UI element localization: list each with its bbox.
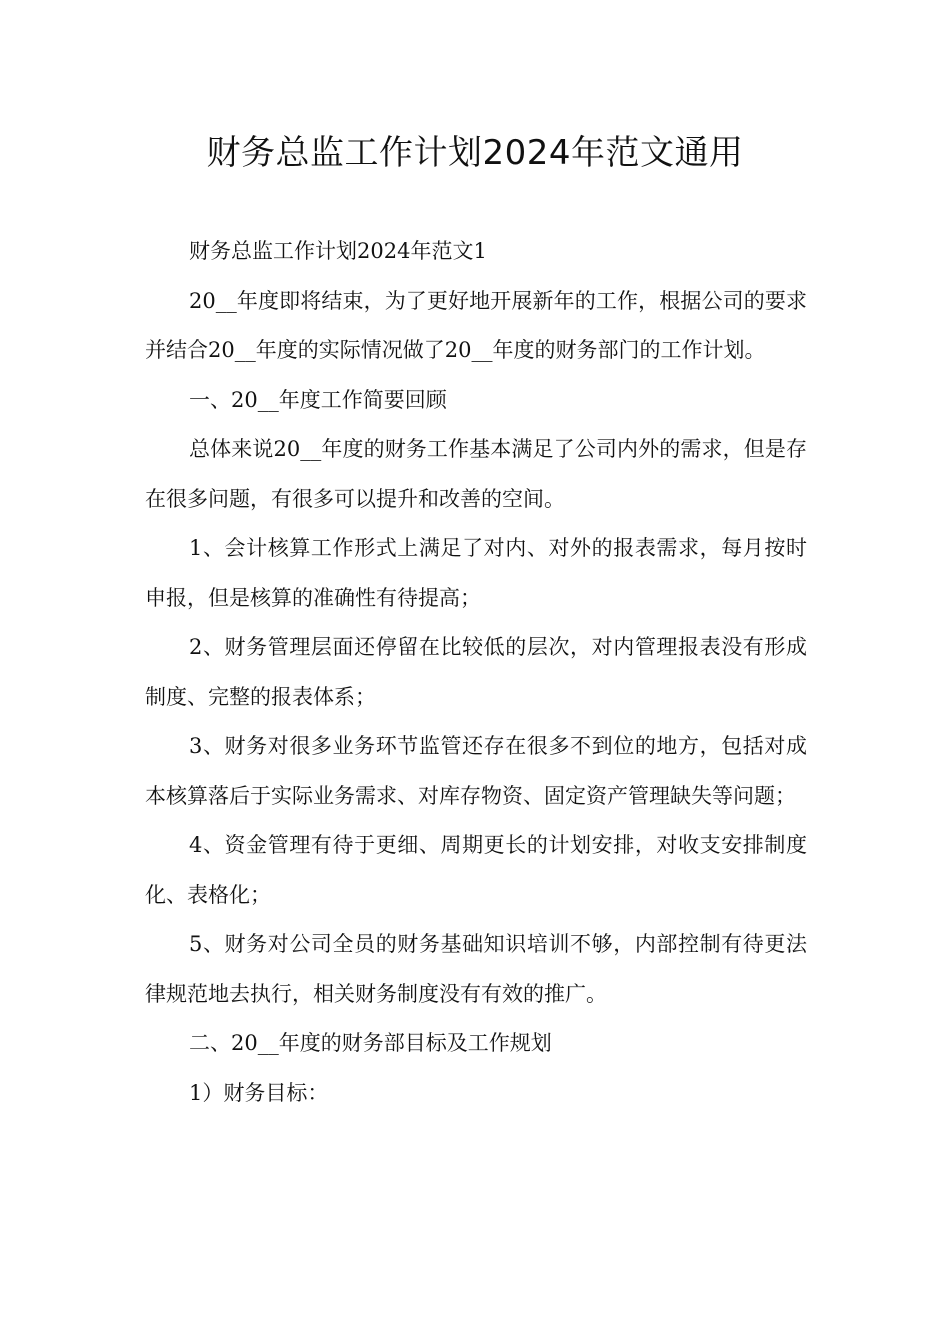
- paragraph-item-5: 5、财务对公司全员的财务基础知识培训不够，内部控制有待更法律规范地去执行，相关财务制度没有有效的推广。: [145, 932, 807, 1006]
- paragraph-section-heading: 财务总监工作计划2024年范文1: [189, 239, 487, 263]
- paragraph-heading-goals: 二、20__年度的财务部目标及工作规划: [189, 1031, 552, 1055]
- paragraph-item-3: 3、财务对很多业务环节监管还存在很多不到位的地方，包括对成本核算落后于实际业务需求、对库存物资、固定资产管理缺失等问题；: [145, 734, 807, 808]
- paragraph-summary: 总体来说20__年度的财务工作基本满足了公司内外的需求，但是存在很多问题，有很多可以提升和改善的空间。: [145, 437, 807, 511]
- paragraph-item-4: 4、资金管理有待于更细、周期更长的计划安排，对收支安排制度化、表格化；: [145, 833, 807, 907]
- paragraph-item-1: 1、会计核算工作形式上满足了对内、对外的报表需求，每月按时申报，但是核算的准确性有待提高；: [145, 536, 807, 610]
- document-title: 财务总监工作计划2024年范文通用: [206, 133, 744, 173]
- paragraph-intro: 20__年度即将结束，为了更好地开展新年的工作，根据公司的要求并结合20__年度的实际情况做了20__年度的财务部门的工作计划。: [145, 288, 807, 362]
- document-body: [145, 227, 807, 1118]
- paragraph-heading-review: 一、20__年度工作简要回顾: [189, 387, 447, 412]
- paragraph-item-2: 2、财务管理层面还停留在比较低的层次，对内管理报表没有形成制度、完整的报表体系；: [145, 635, 807, 709]
- paragraph-subheading-financial-goals: 1）财务目标：: [189, 1080, 329, 1105]
